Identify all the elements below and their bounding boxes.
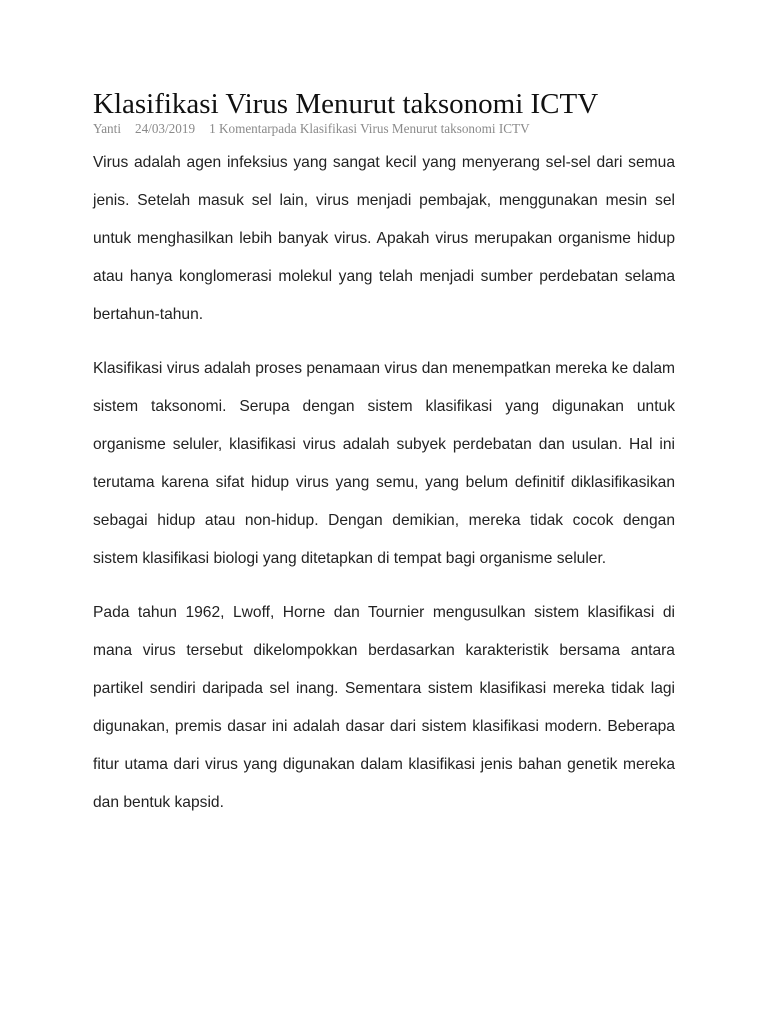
paragraph: Klasifikasi virus adalah proses penamaan virus dan menempatkan mereka ke dalam sistem taksonomi. Serupa dengan sistem klasifikasi yang digunakan untuk organisme seluler, klasifikasi virus adalah subyek perdebatan dan usulan. Hal ini terutama karena sifat hidup virus yang semu, yang belum definitif diklasifikasikan sebagai hidup atau non-hidup. Dengan demikian, mereka tidak cocok dengan sistem klasifikasi biologi yang ditetapkan di tempat bagi organisme seluler. <box>93 360 675 567</box>
paragraph: Virus adalah agen infeksius yang sangat kecil yang menyerang sel-sel dari semua jenis. Setelah masuk sel lain, virus menjadi pembajak, menggunakan mesin sel untuk menghasilkan lebih banyak virus. Apakah virus merupakan organisme hidup atau hanya konglomerasi molekul yang telah menjadi sumber perdebatan selama bertahun-tahun. <box>93 154 675 323</box>
paragraph: Pada tahun 1962, Lwoff, Horne dan Tournier mengusulkan sistem klasifikasi di mana virus tersebut dikelompokkan berdasarkan karakteristik bersama antara partikel sendiri daripada sel inang. Sementara sistem klasifikasi mereka tidak lagi digunakan, premis dasar ini adalah dasar dari sistem klasifikasi modern. Beberapa fitur utama dari virus yang digunakan dalam klasifikasi jenis bahan genetik mereka dan bentuk kapsid. <box>93 604 675 811</box>
article-title: Klasifikasi Virus Menurut taksonomi ICTV <box>93 88 599 120</box>
post-date: 24/03/2019 <box>134 121 196 136</box>
comment-count-link: 1 Komentarpada Klasifikasi Virus Menurut taksonomi ICTV <box>209 121 530 136</box>
author-name: Yanti <box>93 121 121 136</box>
article <box>93 84 675 822</box>
article-body <box>93 144 675 822</box>
